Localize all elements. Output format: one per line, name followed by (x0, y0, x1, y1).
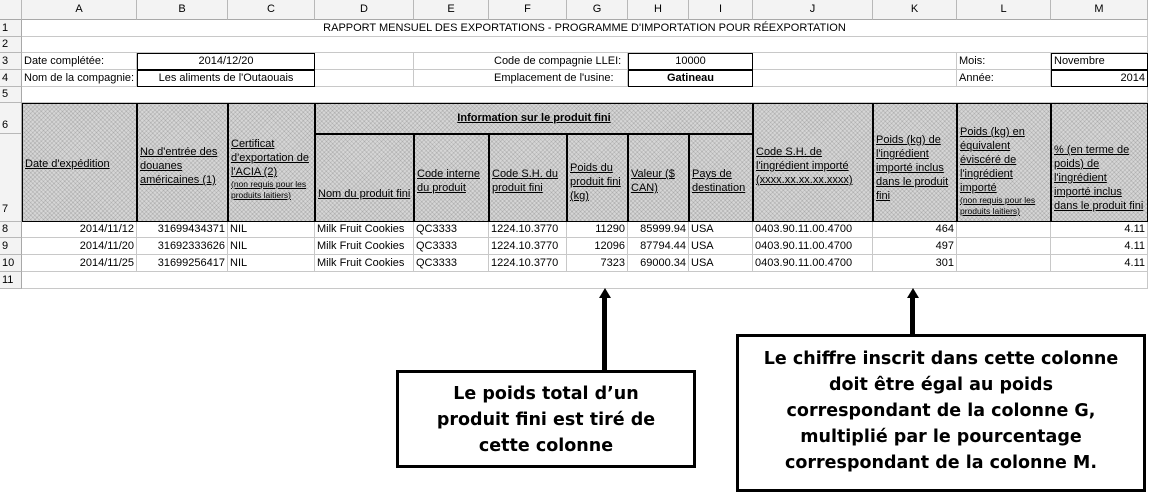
column-header-g[interactable]: G (567, 0, 628, 20)
cell-country[interactable]: USA (689, 255, 753, 272)
header-certificate-title: Certificat d'exportation de l'ACIA (2) (231, 138, 309, 178)
header-certificate-text (229, 137, 314, 201)
header-certificate-note: (non requis pour les produits laitiers) (231, 179, 307, 200)
grid-row-2[interactable] (22, 37, 1148, 53)
cell-certificate[interactable]: NIL (228, 222, 315, 238)
cell-date[interactable]: 2014/11/20 (22, 238, 137, 255)
row-header-7[interactable]: 7 (0, 134, 22, 222)
cell-entry-no[interactable]: 31699256417 (137, 255, 228, 272)
header-country[interactable] (689, 134, 753, 222)
header-eviscerated-note: (non requis pour les produits laitiers) (960, 195, 1036, 216)
row-header-5[interactable]: 5 (0, 87, 22, 103)
row3-empty-cells[interactable] (315, 53, 414, 70)
header-eviscerated[interactable] (957, 103, 1051, 222)
row-header-8[interactable]: 8 (0, 222, 22, 238)
product-info-group-title: Information sur le produit fini (457, 112, 611, 124)
company-label[interactable]: Nom de la compagnie: (22, 70, 137, 87)
cell-ingredient-weight[interactable]: 301 (873, 255, 957, 272)
row-header-10[interactable]: 10 (0, 255, 22, 272)
year-label[interactable]: Année: (957, 70, 1051, 87)
header-weight[interactable] (567, 134, 628, 222)
header-eviscerated-title: Poids (kg) en équivalent éviscéré de l'ingrédient importé (960, 126, 1025, 194)
cell-entry-no[interactable]: 31692333626 (137, 238, 228, 255)
column-header-b[interactable]: B (137, 0, 228, 20)
column-header-h[interactable]: H (628, 0, 689, 20)
row3-empty-cells-2[interactable] (753, 53, 957, 70)
column-header-k[interactable]: K (873, 0, 957, 20)
cell-ingredient-weight[interactable]: 497 (873, 238, 957, 255)
column-header-c[interactable]: C (228, 0, 315, 20)
cell-product[interactable]: Milk Fruit Cookies (315, 255, 414, 272)
row-header-3[interactable]: 3 (0, 53, 22, 70)
header-percent[interactable] (1051, 103, 1148, 222)
header-date-text: Date d'expédition (25, 158, 110, 170)
date-label[interactable]: Date complétée: (22, 53, 137, 70)
cell-percent[interactable]: 4.11 (1051, 255, 1148, 272)
month-label[interactable]: Mois: (957, 53, 1051, 70)
callout-weight-source: Le poids total d’un produit fini est tiré de cette colonne (396, 370, 696, 468)
cell-country[interactable]: USA (689, 238, 753, 255)
column-header-i[interactable]: I (689, 0, 753, 20)
header-value[interactable] (628, 134, 689, 222)
header-internal-code[interactable] (414, 134, 489, 222)
year-value[interactable]: 2014 (1051, 70, 1148, 87)
grid-row-5[interactable] (22, 87, 1148, 103)
header-ingredient-hs-text: Code S.H. de l'ingrédient importé (xxxx.xx.xx.xx.xxxx) (756, 146, 853, 186)
header-product-name[interactable] (315, 134, 414, 222)
code-value[interactable]: 10000 (628, 53, 753, 70)
date-value[interactable]: 2014/12/20 (137, 53, 315, 70)
cell-eviscerated[interactable] (957, 255, 1051, 272)
column-header-d[interactable]: D (315, 0, 414, 20)
header-eviscerated-text (958, 125, 1050, 217)
month-value[interactable]: Novembre (1051, 53, 1148, 70)
column-header-a[interactable]: A (22, 0, 137, 20)
plant-label[interactable]: Emplacement de l'usine: (414, 70, 628, 87)
cell-internal-code[interactable]: QC3333 (414, 238, 489, 255)
cell-weight[interactable]: 7323 (567, 255, 628, 272)
cell-value[interactable]: 69000.34 (628, 255, 689, 272)
cell-percent[interactable]: 4.11 (1051, 238, 1148, 255)
header-internal-code-text: Code interne du produit (417, 168, 480, 194)
row-header-4[interactable]: 4 (0, 70, 22, 87)
column-header-e[interactable]: E (414, 0, 489, 20)
cell-date[interactable]: 2014/11/12 (22, 222, 137, 238)
header-date[interactable] (22, 103, 137, 222)
header-percent-text: % (en terme de poids) de l'ingrédient importé inclus dans le produit fini (1054, 144, 1144, 212)
row4-empty-cells[interactable] (315, 70, 414, 87)
cell-ingredient-weight[interactable]: 464 (873, 222, 957, 238)
header-value-text: Valeur ($ CAN) (631, 168, 675, 194)
select-all-corner[interactable] (0, 0, 22, 20)
cell-value[interactable]: 87794.44 (628, 238, 689, 255)
header-ingredient-weight[interactable] (873, 103, 957, 222)
cell-internal-code[interactable]: QC3333 (414, 222, 489, 238)
header-entry-no[interactable] (137, 103, 228, 222)
row4-empty-cells-2[interactable] (753, 70, 957, 87)
header-hs-code-text: Code S.H. du produit fini (492, 168, 559, 194)
header-weight-text: Poids du produit fini (kg) (570, 162, 621, 202)
grid-row-11[interactable] (22, 272, 1148, 289)
cell-hs-code[interactable]: 1224.10.3770 (489, 222, 567, 238)
cell-ingredient-hs[interactable]: 0403.90.11.00.4700 (753, 255, 873, 272)
cell-eviscerated[interactable] (957, 222, 1051, 238)
arrow-shaft-column-k (910, 297, 915, 335)
cell-country[interactable]: USA (689, 222, 753, 238)
arrow-shaft-column-g (602, 297, 607, 371)
cell-eviscerated[interactable] (957, 238, 1051, 255)
cell-weight[interactable]: 12096 (567, 238, 628, 255)
company-value[interactable]: Les aliments de l'Outaouais (137, 70, 315, 87)
header-ingredient-hs[interactable] (753, 103, 873, 222)
row-header-1[interactable]: 1 (0, 20, 22, 37)
cell-certificate[interactable]: NIL (228, 255, 315, 272)
header-certificate[interactable] (228, 103, 315, 222)
cell-value[interactable]: 85999.94 (628, 222, 689, 238)
cell-hs-code[interactable]: 1224.10.3770 (489, 238, 567, 255)
row-header-6[interactable]: 6 (0, 103, 22, 134)
cell-certificate[interactable]: NIL (228, 238, 315, 255)
cell-ingredient-hs[interactable]: 0403.90.11.00.4700 (753, 238, 873, 255)
cell-percent[interactable]: 4.11 (1051, 222, 1148, 238)
header-hs-code[interactable] (489, 134, 567, 222)
row-header-11[interactable]: 11 (0, 272, 22, 289)
cell-date[interactable]: 2014/11/25 (22, 255, 137, 272)
cell-product[interactable]: Milk Fruit Cookies (315, 238, 414, 255)
product-info-group-header[interactable] (315, 103, 753, 134)
header-country-text: Pays de destination (692, 168, 746, 194)
cell-hs-code[interactable]: 1224.10.3770 (489, 255, 567, 272)
cell-internal-code[interactable]: QC3333 (414, 255, 489, 272)
cell-ingredient-hs[interactable]: 0403.90.11.00.4700 (753, 222, 873, 238)
column-header-m[interactable]: M (1051, 0, 1148, 20)
report-title[interactable]: RAPPORT MENSUEL DES EXPORTATIONS - PROGRAMME D'IMPORTATION POUR RÉEXPORTATION (22, 20, 1148, 37)
column-header-f[interactable]: F (489, 0, 567, 20)
cell-entry-no[interactable]: 31699434371 (137, 222, 228, 238)
header-product-name-text: Nom du produit fini (318, 188, 411, 200)
header-ingredient-weight-text: Poids (kg) de l'ingrédient importé inclus dans le produit fini (876, 134, 949, 202)
cell-weight[interactable]: 11290 (567, 222, 628, 238)
column-header-l[interactable]: L (957, 0, 1051, 20)
cell-product[interactable]: Milk Fruit Cookies (315, 222, 414, 238)
header-entry-no-text: No d'entrée des douanes américaines (1) (140, 146, 218, 186)
row-header-9[interactable]: 9 (0, 238, 22, 255)
callout-ingredient-weight-rule: Le chiffre inscrit dans cette colonne doit être égal au poids correspondant de la colonne G, multiplié par le pourcentage correspondant de la colonne M. (736, 334, 1146, 492)
column-header-j[interactable]: J (753, 0, 873, 20)
row-header-2[interactable]: 2 (0, 37, 22, 53)
code-label[interactable]: Code de compagnie LLEI: (414, 53, 628, 70)
plant-value[interactable]: Gatineau (628, 70, 753, 87)
